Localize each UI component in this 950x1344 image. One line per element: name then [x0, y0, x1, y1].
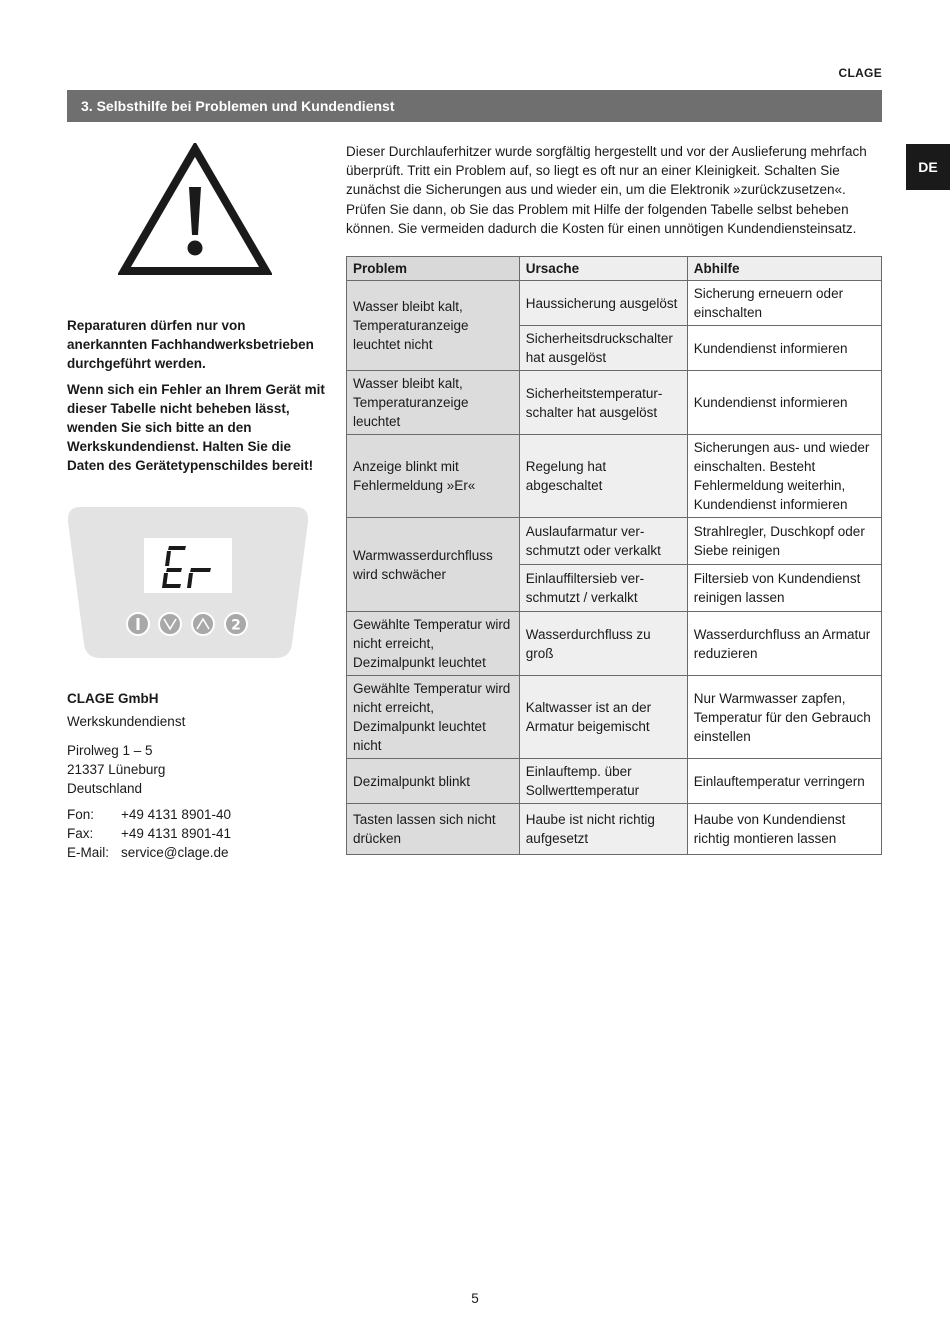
fix-cell: Wasserdurchfluss an Armatur reduzieren	[687, 612, 881, 676]
troubleshooting-table	[346, 256, 882, 855]
table-row	[347, 281, 882, 326]
fix-cell: Nur Warmwasser zapfen, Temperatur für den Gebrauch einstellen	[687, 676, 881, 759]
table-row	[347, 435, 882, 518]
header-problem: Problem	[347, 257, 520, 281]
cause-cell: Wasserdurchfluss zu groß	[519, 612, 687, 676]
contact-phone: Fon: +49 4131 8901-40	[67, 807, 231, 822]
problem-cell: Dezimalpunkt blinkt	[347, 759, 520, 804]
problem-cell: Tasten lassen sich nicht drücken	[347, 804, 520, 855]
display-text: Er	[66, 506, 67, 507]
button-2-label: 2	[231, 617, 241, 634]
intro-paragraph: Dieser Durchlauferhitzer wurde sorgfältig hergestellt und vor der Auslieferung mehrfach überprüft. Tritt ein Problem auf, so liegt es oft nur an einer Kleinigkeit. Schalten Sie zunächst die Sicherungen aus und wieder ein, um die Elektronik »zurückzusetzen«. Prüfen Sie dann, ob Sie das Problem mit Hilfe der folgenden Tabelle selbst beheben können. Sie vermeiden dadurch die Kosten für einen unnötigen Kundendiensteinsatz.	[346, 144, 867, 236]
problem-cell: Wasser bleibt kalt, Temperaturanzeige leuchtet nicht	[347, 281, 520, 371]
page-number: 5	[471, 1291, 479, 1306]
company-department: Werkskundendienst	[67, 714, 186, 729]
warning-triangle-icon	[118, 143, 272, 275]
warning-paragraph-repair: Reparaturen dürfen nur von anerkannten Fachhandwerksbetrieben durchgeführt werden.	[67, 318, 314, 371]
table-row	[347, 759, 882, 804]
button-1-icon	[137, 618, 140, 630]
table-row	[347, 804, 882, 855]
cause-cell: Sicherheitstemperatur-schalter hat ausgelöst	[519, 371, 687, 435]
company-street: Pirolweg 1 – 5	[67, 743, 153, 758]
table-header-row	[347, 257, 882, 281]
cause-cell: Sicherheitsdruckschalter hat ausgelöst	[519, 326, 687, 371]
problem-cell: Warmwasserdurchfluss wird schwächer	[347, 518, 520, 612]
fix-cell: Haube von Kundendienst richtig montieren lassen	[687, 804, 881, 855]
problem-cell: Wasser bleibt kalt, Temperaturanzeige leuchtet	[347, 371, 520, 435]
fix-cell: Strahlregler, Duschkopf oder Siebe reinigen	[687, 518, 881, 565]
cause-cell: Haube ist nicht richtig aufgesetzt	[519, 804, 687, 855]
fix-cell: Einlauftemperatur verringern	[687, 759, 881, 804]
fix-cell: Filtersieb von Kundendienst reinigen lassen	[687, 565, 881, 612]
cause-cell: Regelung hat abgeschaltet	[519, 435, 687, 518]
table-row	[347, 676, 882, 759]
company-city: 21337 Lüneburg	[67, 762, 166, 777]
contact-fax: Fax: +49 4131 8901-41	[67, 826, 231, 841]
fix-cell: Sicherung erneuern oder einschalten	[687, 281, 881, 326]
table-row	[347, 612, 882, 676]
brand-label: CLAGE	[838, 66, 882, 80]
table-row	[347, 371, 882, 435]
cause-cell: Auslaufarmatur ver-schmutzt oder verkalkt	[519, 518, 687, 565]
company-contact	[67, 689, 329, 862]
fix-cell: Kundendienst informieren	[687, 326, 881, 371]
cause-cell: Einlauffiltersieb ver-schmutzt / verkalkt	[519, 565, 687, 612]
problem-cell: Gewählte Temperatur wird nicht erreicht, Dezimalpunkt leuchtet nicht	[347, 676, 520, 759]
language-tab: DE	[906, 144, 950, 190]
header-cause: Ursache	[519, 257, 687, 281]
cause-cell: Haussicherung ausgelöst	[519, 281, 687, 326]
problem-cell: Anzeige blinkt mit Fehlermeldung »Er«	[347, 435, 520, 518]
cause-cell: Kaltwasser ist an der Armatur beigemischt	[519, 676, 687, 759]
header-fix: Abhilfe	[687, 257, 881, 281]
fix-cell: Kundendienst informieren	[687, 371, 881, 435]
control-panel-illustration	[66, 506, 310, 660]
company-name: CLAGE GmbH	[67, 691, 159, 706]
problem-cell: Gewählte Temperatur wird nicht erreicht, Dezimalpunkt leuchtet	[347, 612, 520, 676]
cause-cell: Einlauftemp. über Sollwerttemperatur	[519, 759, 687, 804]
table-row	[347, 518, 882, 565]
warning-paragraph-service: Wenn sich ein Fehler an Ihrem Gerät mit dieser Tabelle nicht beheben lässt, wenden Sie sich bitte an den Werkskundendienst. Halten Sie die Daten des Gerätetypenschildes bereit!	[67, 382, 325, 473]
company-country: Deutschland	[67, 781, 143, 796]
section-title: 3. Selbsthilfe bei Problemen und Kundendienst	[67, 90, 882, 122]
contact-email: E-Mail: service@clage.de	[67, 845, 229, 860]
fix-cell: Sicherungen aus- und wieder einschalten. Besteht Fehlermeldung weiterhin, Kundendienst informieren	[687, 435, 881, 518]
display-screen	[144, 538, 232, 593]
